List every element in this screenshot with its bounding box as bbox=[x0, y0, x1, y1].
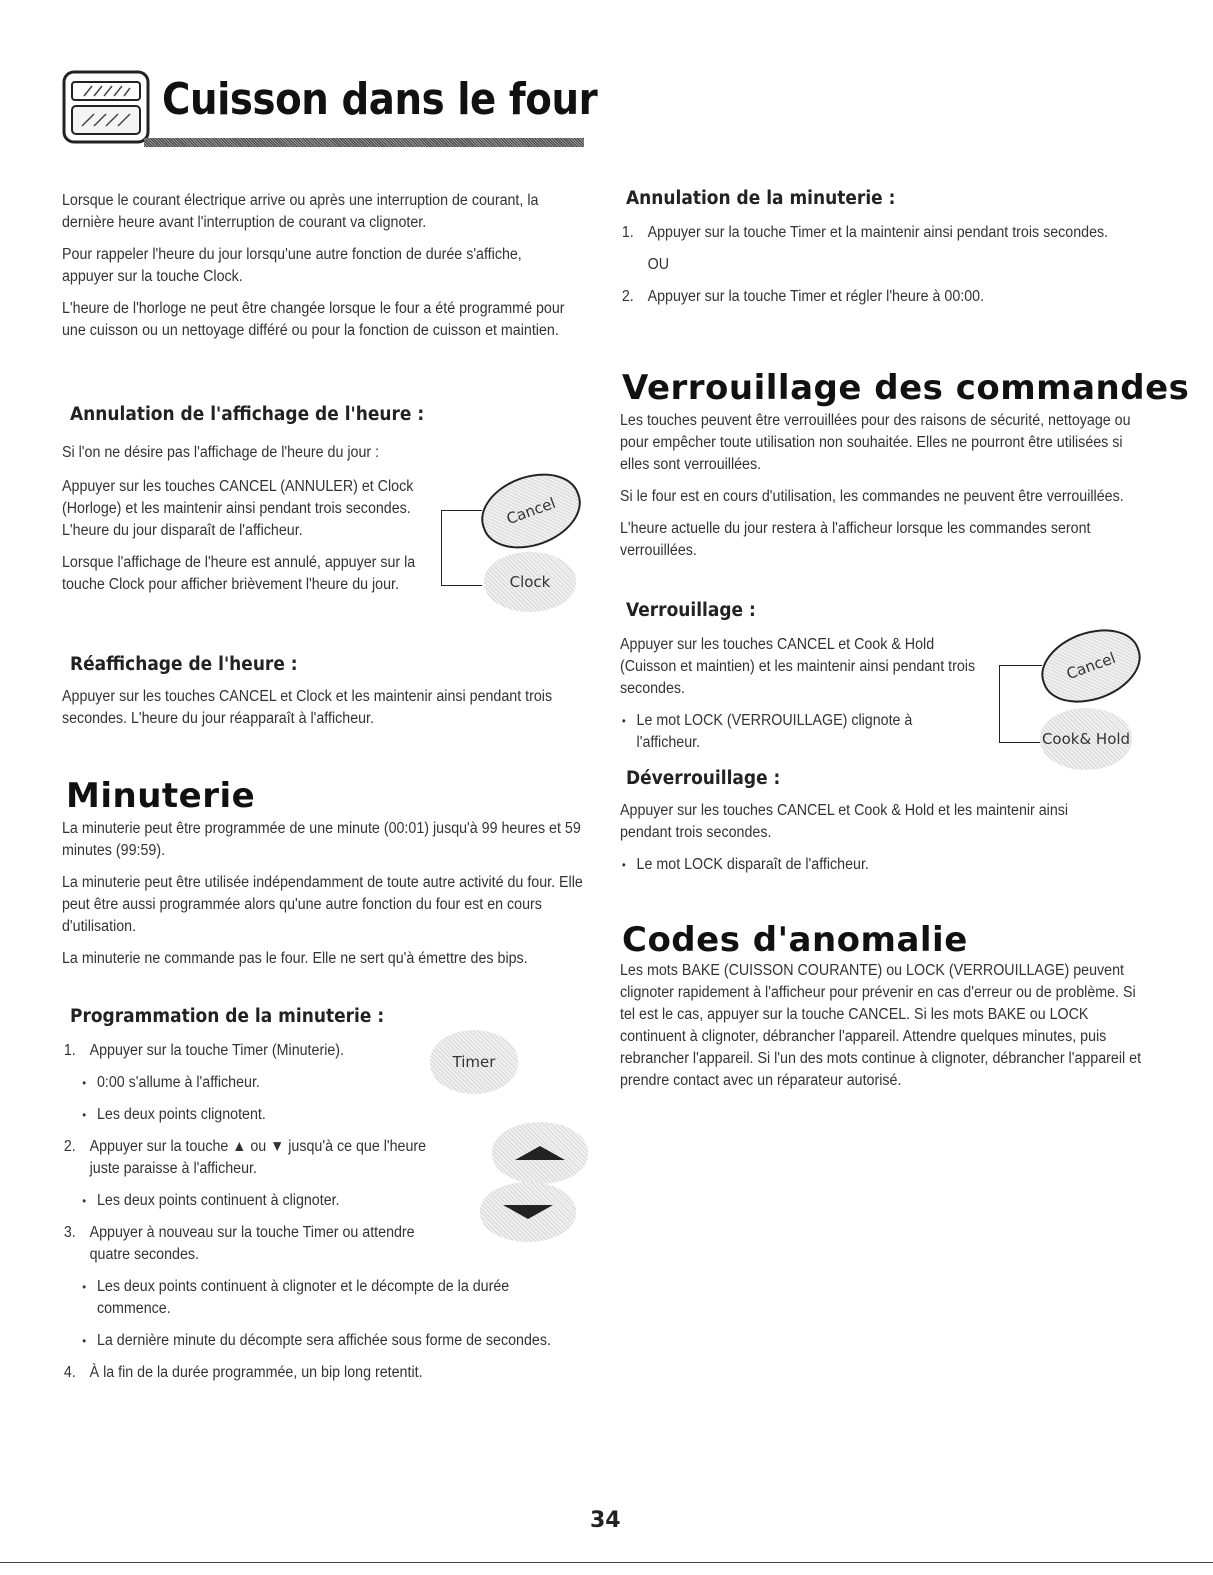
bullet-item: • La dernière minute du décompte sera affichée sous forme de secondes. bbox=[80, 1330, 575, 1352]
section-heading: Réaffichage de l'heure : bbox=[70, 654, 298, 675]
step-text: Appuyer sur la touche ▲ ou ▼ jusqu'à ce que l'heure juste paraisse à l'afficheur. bbox=[89, 1138, 427, 1177]
section-heading: Annulation de l'affichage de l'heure : bbox=[70, 404, 425, 425]
step-text: Appuyer sur la touche Timer et la maintenir ainsi pendant trois secondes. bbox=[647, 224, 1109, 241]
bullet-item: • Les deux points continuent à clignoter. bbox=[80, 1190, 586, 1212]
key-bracket bbox=[441, 510, 482, 586]
key-bracket bbox=[999, 665, 1042, 743]
annul-aff-text-2 bbox=[62, 476, 458, 606]
paragraph: Si le four est en cours d'utilisation, les commandes ne peuvent être verrouillées. bbox=[620, 488, 1124, 505]
verr-text bbox=[620, 410, 1144, 572]
paragraph: Lorsque l'affichage de l'heure est annulé, appuyer sur la touche Clock pour afficher brièvement l'heure du jour. bbox=[62, 554, 416, 593]
unlock-text bbox=[620, 800, 1144, 886]
step bbox=[620, 222, 1135, 244]
section-heading: Programmation de la minuterie : bbox=[70, 1006, 385, 1027]
paragraph: Appuyer sur les touches CANCEL (ANNULER) et Clock (Horloge) et les maintenir ainsi pendant trois secondes. L'heure du jour disparaît de l'afficheur. bbox=[62, 478, 414, 539]
step bbox=[62, 1222, 421, 1266]
step-number: 2. bbox=[63, 1138, 76, 1155]
step bbox=[620, 286, 1135, 308]
bullet-item: • Les deux points continuent à clignoter et le décompte de la durée commence. bbox=[80, 1276, 575, 1320]
step-number: 1. bbox=[621, 224, 634, 241]
clock-key-icon: Clock bbox=[484, 552, 576, 612]
step-number: 2. bbox=[621, 288, 634, 305]
section-heading: Verrouillage : bbox=[626, 600, 756, 621]
bullet-item: • Les deux points clignotent. bbox=[80, 1104, 586, 1126]
paragraph: Si l'on ne désire pas l'affichage de l'heure du jour : bbox=[62, 444, 380, 461]
page-number: 34 bbox=[590, 1508, 621, 1533]
section-heading: Déverrouillage : bbox=[626, 768, 781, 789]
footer-rule bbox=[0, 1562, 1213, 1563]
step bbox=[62, 1362, 586, 1384]
page-title: Cuisson dans le four bbox=[162, 74, 598, 125]
paragraph: Les mots BAKE (CUISSON COURANTE) ou LOCK (VERROUILLAGE) peuvent clignoter rapidement à l'afficheur pour prévenir en cas d'erreur ou de problème. Si tel est le cas, appuyer sur la touche CANCEL. Si les mots BAKE ou LOCK continuent à clignoter, débrancher l'appareil. Attendre quelques minutes, puis rebrancher l'appareil. Si l'un des mots continue à clignoter, débrancher l'appareil et prendre contact avec un réparateur autorisé. bbox=[620, 962, 1142, 1089]
bullet-item: • Le mot LOCK disparaît de l'afficheur. bbox=[620, 854, 1144, 876]
codes-text bbox=[620, 960, 1146, 1102]
page-header bbox=[62, 68, 598, 153]
step bbox=[62, 1136, 439, 1180]
paragraph: La minuterie peut être utilisée indépendamment de toute autre activité du four. Elle peut être aussi programmée alors qu'une autre fonction du four est en cours d'utilisation. bbox=[62, 874, 583, 935]
timer-key-icon: Timer bbox=[430, 1030, 518, 1094]
step-text: Appuyer sur la touche Timer (Minuterie). bbox=[89, 1042, 345, 1059]
minuterie-heading: Minuterie bbox=[66, 776, 256, 816]
annul-min-steps bbox=[620, 222, 1135, 318]
paragraph: La minuterie ne commande pas le four. Elle ne sert qu'à émettre des bips. bbox=[62, 950, 528, 967]
paragraph: Les touches peuvent être verrouillées pour des raisons de sécurité, nettoyage ou pour empêcher toute utilisation non souhaitée. Elles ne pourront être utilisées si elles sont verrouillées. bbox=[620, 412, 1131, 473]
intro-paragraph: L'heure de l'horloge ne peut être changée lorsque le four a été programmé pour une cuisson ou un nettoyage différé ou pour la fonction de cuisson et maintien. bbox=[62, 300, 565, 339]
cancel-key-icon: Cancel bbox=[471, 461, 591, 562]
reaff-text bbox=[62, 686, 577, 740]
paragraph: L'heure actuelle du jour restera à l'afficheur lorsque les commandes seront verrouillées. bbox=[620, 520, 1091, 559]
step bbox=[62, 1040, 421, 1062]
bullet-item: • Le mot LOCK (VERROUILLAGE) clignote à l'afficheur. bbox=[620, 710, 977, 754]
step-text: Appuyer sur la touche Timer et régler l'heure à 00:00. bbox=[647, 288, 985, 305]
cook-hold-key-icon: Cook& Hold bbox=[1040, 708, 1132, 770]
intro-paragraph: Pour rappeler l'heure du jour lorsqu'une autre fonction de durée s'affiche, appuyer sur la touche Clock. bbox=[62, 246, 522, 285]
cancel-key-icon: Cancel bbox=[1031, 617, 1150, 716]
step-text: Appuyer à nouveau sur la touche Timer ou attendre quatre secondes. bbox=[89, 1224, 415, 1263]
intro-paragraph: Lorsque le courant électrique arrive ou après une interruption de courant, la dernière heure avant l'interruption de courant va clignoter. bbox=[62, 192, 539, 231]
paragraph: La minuterie peut être programmée de une minute (00:01) jusqu'à 99 heures et 59 minutes (99:59). bbox=[62, 820, 581, 859]
step-number: 1. bbox=[63, 1042, 76, 1059]
codes-heading: Codes d'anomalie bbox=[622, 920, 968, 960]
intro-section bbox=[62, 190, 577, 352]
or-label: OU bbox=[647, 256, 669, 273]
step-number: 3. bbox=[63, 1224, 76, 1241]
lock-text bbox=[620, 634, 988, 764]
prog-steps bbox=[62, 1040, 586, 1394]
paragraph: Appuyer sur les touches CANCEL et Clock et les maintenir ainsi pendant trois secondes. L'heure du jour réapparaît à l'afficheur. bbox=[62, 688, 553, 727]
step-number: 4. bbox=[63, 1364, 76, 1381]
paragraph: Appuyer sur les touches CANCEL et Cook & Hold (Cuisson et maintien) et les maintenir ainsi pendant trois secondes. bbox=[620, 636, 976, 697]
section-heading: Annulation de la minuterie : bbox=[626, 188, 896, 209]
bullet-item: • 0:00 s'allume à l'afficheur. bbox=[80, 1072, 586, 1094]
step-text: À la fin de la durée programmée, un bip long retentit. bbox=[89, 1364, 423, 1381]
annul-aff-text bbox=[62, 442, 577, 474]
verrouillage-heading: Verrouillage des commandes bbox=[622, 368, 1190, 408]
minuterie-text bbox=[62, 818, 586, 980]
title-rule bbox=[144, 138, 584, 147]
oven-icon bbox=[62, 70, 150, 144]
paragraph: Appuyer sur les touches CANCEL et Cook & Hold et les maintenir ainsi pendant trois secondes. bbox=[620, 802, 1069, 841]
